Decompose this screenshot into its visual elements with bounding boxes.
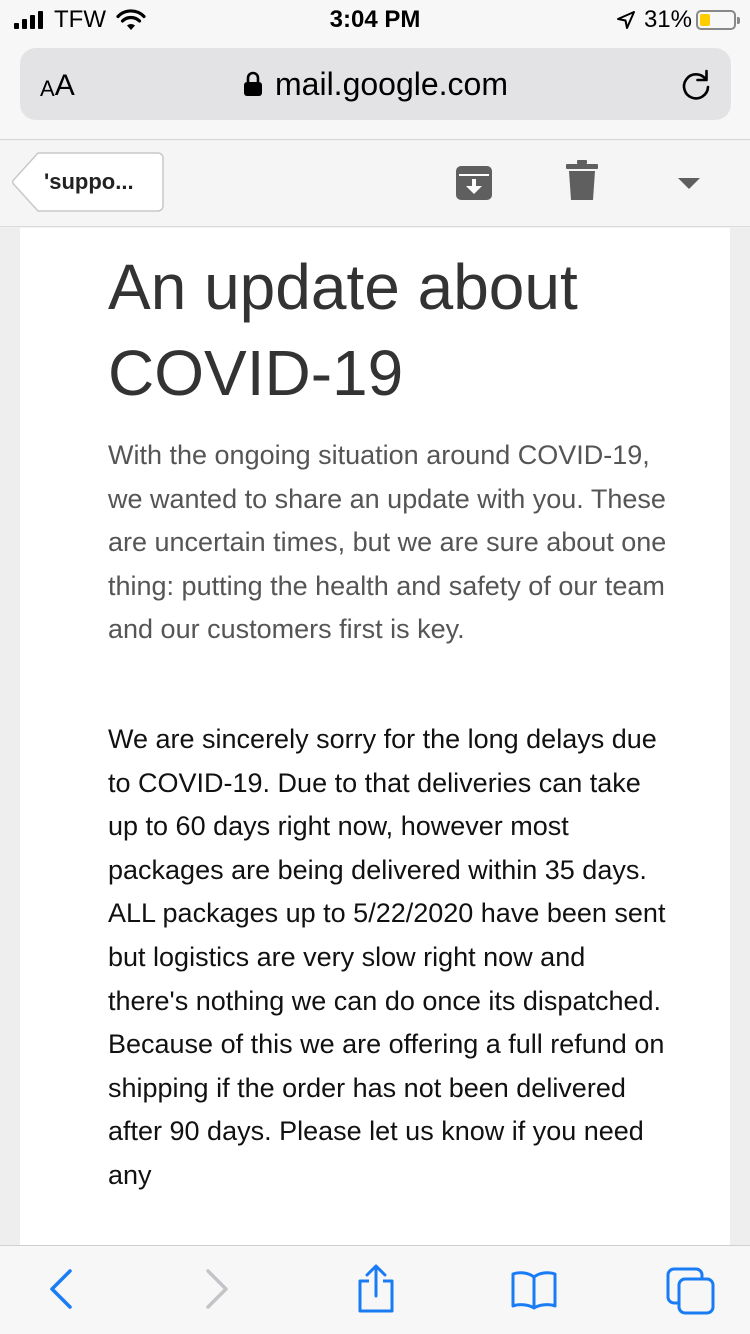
text-size-small-a: A [40, 76, 55, 101]
battery-icon [696, 10, 736, 30]
back-chevron-icon[interactable] [48, 1268, 74, 1310]
share-icon[interactable] [356, 1264, 396, 1314]
status-time: 3:04 PM [329, 6, 421, 33]
email-body-paragraph: We are sincerely sorry for the long delays due to COVID-19. Due to that deliveries can take up to 60 days right now, however most packages are being delivered within 35 days. ALL packages up to 5/22/2020 have been sent but logistics are very slow right now and there's nothing we can do once its dispatched. Because of this we are offering a full refund on shipping if the order has not been delivered after 90 days. Please let us know if you need any [108, 724, 666, 1190]
tabs-icon[interactable] [666, 1267, 716, 1315]
url-domain: mail.google.com [275, 65, 508, 102]
bookmarks-icon[interactable] [510, 1270, 558, 1310]
status-bar [0, 0, 750, 40]
email-view[interactable] [0, 228, 750, 1245]
email-title: An update about COVID-19 [108, 251, 578, 409]
mail-toolbar [0, 141, 750, 227]
carrier-name: TFW [54, 6, 106, 33]
url-display[interactable] [20, 48, 731, 120]
reload-icon[interactable] [679, 68, 713, 102]
browser-address-area [0, 40, 750, 140]
trash-icon[interactable] [566, 160, 598, 200]
browser-bottom-toolbar [0, 1245, 750, 1334]
back-button-label: 'suppo... [44, 169, 134, 194]
address-bar[interactable] [20, 48, 731, 120]
back-to-inbox-button[interactable] [12, 152, 164, 212]
email-card [20, 228, 730, 1245]
lock-icon [243, 71, 263, 97]
battery-level-fill [700, 14, 710, 26]
battery-percent: 31% [643, 6, 692, 33]
location-arrow-icon [616, 10, 636, 30]
status-right [616, 7, 736, 33]
more-options-chevron-icon[interactable] [676, 175, 702, 191]
archive-icon[interactable] [456, 162, 492, 200]
forward-chevron-icon[interactable] [204, 1268, 230, 1310]
text-size-large-a: A [54, 69, 75, 102]
email-intro-paragraph: With the ongoing situation around COVID-19, we wanted to share an update with you. These are uncertain times, but we are sure about one thing: putting the health and safety of our team and our customers first is key. [108, 440, 667, 645]
